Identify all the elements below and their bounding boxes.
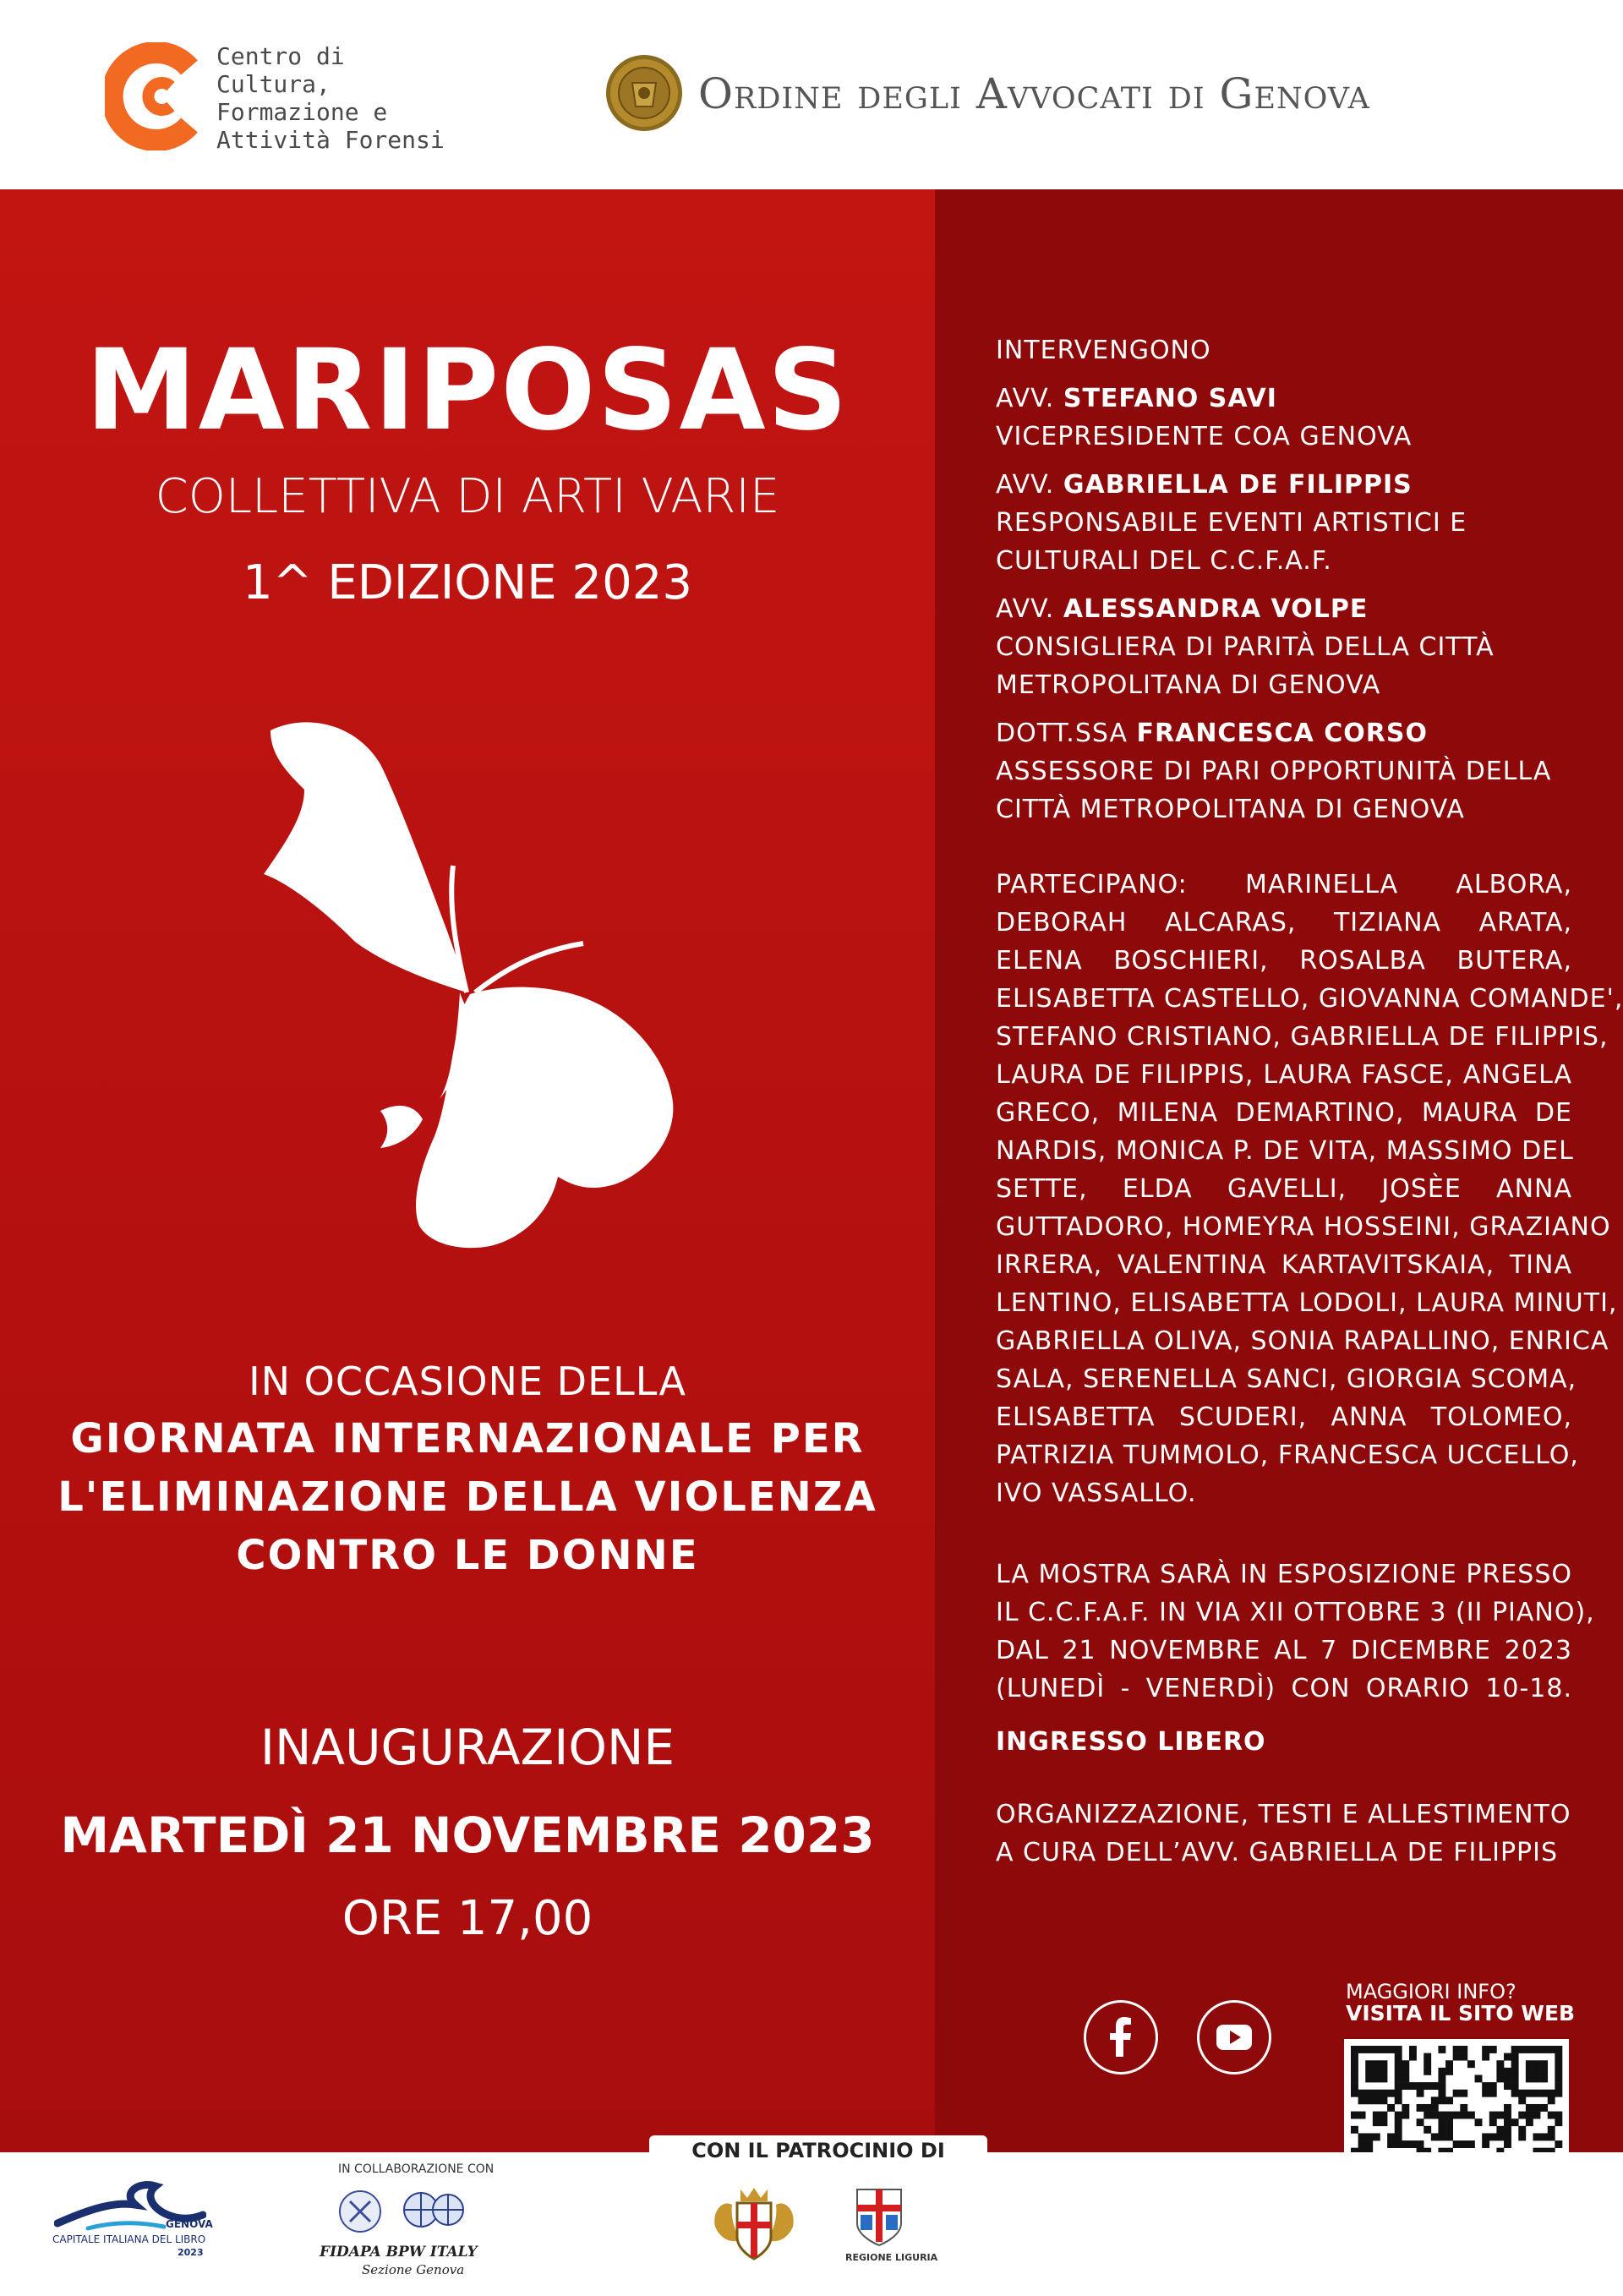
qr-module [1351, 2060, 1358, 2068]
mostra-line: (LUNEDÌ - VENERDÌ) CON ORARIO 10-18. [996, 1674, 1572, 1703]
ingresso-libero-text: INGRESSO LIBERO [996, 1727, 1266, 1757]
patrocinio-label: CON IL PATROCINIO DI [691, 2139, 945, 2162]
qr-module [1445, 2133, 1453, 2140]
qr-module [1489, 2082, 1497, 2090]
qr-module [1555, 2118, 1562, 2126]
qr-module [1504, 2140, 1511, 2148]
qr-module [1373, 2090, 1380, 2097]
qr-module [1424, 2126, 1431, 2134]
qr-module [1511, 2068, 1519, 2075]
qr-module [1438, 2075, 1445, 2082]
partecipano-line: PARTECIPANO: MARINELLA ALBORA, [996, 870, 1572, 899]
qr-module [1395, 2133, 1402, 2140]
qr-module [1395, 2126, 1402, 2134]
qr-module [1373, 2046, 1380, 2053]
qr-module [1511, 2075, 1519, 2082]
qr-module [1548, 2090, 1555, 2097]
qr-module [1526, 2060, 1533, 2068]
speaker-name: STEFANO SAVI [1063, 384, 1277, 413]
qr-module [1365, 2140, 1373, 2148]
qr-module [1358, 2140, 1366, 2148]
ccfaf-name [216, 42, 470, 154]
left-panel [0, 189, 935, 2152]
qr-module [1431, 2096, 1439, 2104]
qr-module [1395, 2082, 1402, 2090]
qr-module [1395, 2118, 1402, 2126]
qr-module [1409, 2082, 1417, 2090]
ingresso-section [996, 1723, 1572, 1761]
qr-module [1475, 2075, 1483, 2082]
qr-module [1460, 2112, 1467, 2119]
speaker-role: METROPOLITANA DI GENOVA [996, 670, 1381, 700]
qr-module [1533, 2133, 1541, 2140]
qr-module [1402, 2104, 1409, 2112]
qr-module [1438, 2118, 1445, 2126]
partecipano-line: STEFANO CRISTIANO, GABRIELLA DE FILIPPIS, [996, 1022, 1609, 1052]
organizzazione-line: ORGANIZZAZIONE, TESTI E ALLESTIMENTO [996, 1800, 1571, 1829]
speaker [996, 380, 1572, 456]
qr-module [1380, 2090, 1387, 2097]
butterfly-icon [254, 713, 769, 1255]
qr-module [1504, 2126, 1511, 2134]
qr-module [1438, 2112, 1445, 2119]
qr-module [1387, 2104, 1395, 2112]
qr-module [1358, 2046, 1366, 2053]
qr-module [1555, 2075, 1562, 2082]
qr-module [1445, 2060, 1453, 2068]
qr-module [1395, 2046, 1402, 2053]
intervengono-label: INTERVENGONO [996, 336, 1211, 365]
qr-module [1460, 2046, 1467, 2053]
qr-module [1540, 2075, 1548, 2082]
qr-module [1402, 2075, 1409, 2082]
qr-module [1395, 2140, 1402, 2148]
qr-module [1395, 2112, 1402, 2119]
qr-module [1504, 2075, 1511, 2082]
qr-module [1438, 2126, 1445, 2134]
ccfaf-name-line: Cultura, [216, 70, 331, 98]
inaugurazione-label: INAUGURAZIONE [260, 1719, 675, 1776]
speaker-role: ASSESSORE DI PARI OPPORTUNITÀ DELLA [996, 757, 1552, 786]
qr-module [1402, 2060, 1409, 2068]
qr-module [1548, 2046, 1555, 2053]
qr-module [1395, 2096, 1402, 2104]
qr-module [1504, 2133, 1511, 2140]
qr-module [1511, 2046, 1519, 2053]
qr-module [1373, 2060, 1380, 2068]
qr-module [1373, 2118, 1380, 2126]
qr-module [1489, 2118, 1497, 2126]
qr-module [1387, 2140, 1395, 2148]
partecipano-line: LENTINO, ELISABETTA LODOLI, LAURA MINUTI, [996, 1288, 1618, 1318]
qr-module [1511, 2082, 1519, 2090]
qr-module [1518, 2126, 1526, 2134]
qr-module [1526, 2046, 1533, 2053]
qr-module [1511, 2118, 1519, 2126]
qr-module [1555, 2068, 1562, 2075]
partecipano-line: SETTE, ELDA GAVELLI, JOSÈE ANNA [996, 1174, 1572, 1204]
qr-module [1395, 2090, 1402, 2097]
comune-genova-crest [707, 2184, 801, 2269]
qr-module [1424, 2060, 1431, 2068]
qr-module [1548, 2096, 1555, 2104]
qr-module [1526, 2090, 1533, 2097]
qr-module [1496, 2112, 1504, 2119]
qr-module [1417, 2090, 1424, 2097]
qr-module [1380, 2112, 1387, 2119]
qr-module [1431, 2104, 1439, 2112]
qr-module [1424, 2104, 1431, 2112]
qr-module [1518, 2090, 1526, 2097]
qr-module [1395, 2068, 1402, 2075]
qr-module [1351, 2112, 1358, 2119]
qr-module [1424, 2082, 1431, 2090]
giornata-title [51, 1410, 884, 1585]
qr-module [1533, 2075, 1541, 2082]
qr-module [1365, 2046, 1373, 2053]
qr-module [1555, 2090, 1562, 2097]
qr-module [1504, 2082, 1511, 2090]
qr-module [1417, 2140, 1424, 2148]
youtube-icon [1199, 2003, 1269, 2072]
speaker-name-line [996, 466, 1572, 504]
ordine-seal-logo [605, 54, 683, 132]
qr-module [1482, 2133, 1489, 2140]
qr-module [1395, 2075, 1402, 2082]
qr-module [1496, 2075, 1504, 2082]
fidapa-logo [336, 2184, 472, 2240]
mostra-line: DAL 21 NOVEMBRE AL 7 DICEMBRE 2023 [996, 1636, 1572, 1665]
ccfaf-name-line: Centro di [216, 42, 345, 70]
qr-module [1540, 2060, 1548, 2068]
qr-module [1424, 2112, 1431, 2119]
qr-module [1533, 2090, 1541, 2097]
partecipano-line: ELISABETTA SCUDERI, ANNA TOLOMEO, [996, 1402, 1572, 1432]
qr-module [1518, 2112, 1526, 2119]
qr-module [1365, 2068, 1373, 2075]
qr-module [1467, 2112, 1475, 2119]
qr-module [1496, 2126, 1504, 2134]
qr-module [1489, 2133, 1497, 2140]
qr-module [1526, 2104, 1533, 2112]
qr-module [1504, 2118, 1511, 2126]
event-time: ORE 17,00 [342, 1891, 593, 1946]
qr-module [1504, 2053, 1511, 2061]
qr-module [1438, 2082, 1445, 2090]
qr-module [1438, 2133, 1445, 2140]
qr-module [1409, 2046, 1417, 2053]
occasion-text: IN OCCASIONE DELLA [249, 1358, 686, 1404]
qr-module [1365, 2096, 1373, 2104]
qr-module [1533, 2046, 1541, 2053]
qr-module [1431, 2082, 1439, 2090]
qr-module [1351, 2053, 1358, 2061]
qr-module [1358, 2096, 1366, 2104]
qr-module [1358, 2133, 1366, 2140]
speakers-section [996, 331, 1572, 839]
partecipano-line: PATRIZIA TUMMOLO, FRANCESCA UCCELLO, [996, 1440, 1579, 1470]
qr-module [1504, 2112, 1511, 2119]
qr-module [1504, 2104, 1511, 2112]
qr-module [1380, 2060, 1387, 2068]
regione-liguria-crest [854, 2184, 904, 2247]
qr-module [1358, 2090, 1366, 2097]
qr-module [1555, 2112, 1562, 2119]
qr-module [1438, 2068, 1445, 2075]
organizzazione-line: A CURA DELL’AVV. GABRIELLA DE FILIPPIS [996, 1838, 1559, 1867]
partecipano-line: IVO VASSALLO. [996, 1479, 1197, 1508]
qr-module [1380, 2068, 1387, 2075]
qr-module [1445, 2096, 1453, 2104]
qr-module [1555, 2060, 1562, 2068]
qr-module [1555, 2046, 1562, 2053]
qr-module [1540, 2133, 1548, 2140]
qr-module [1351, 2082, 1358, 2090]
qr-module [1518, 2133, 1526, 2140]
mostra-line: IL C.C.F.A.F. IN VIA XII OTTOBRE 3 (II PIANO), [996, 1598, 1595, 1627]
qr-module [1373, 2096, 1380, 2104]
giornata-line: L'ELIMINAZIONE DELLA VIOLENZA [57, 1473, 877, 1521]
event-title: MARIPOSAS [85, 325, 850, 456]
mostra-line: LA MOSTRA SARÀ IN ESPOSIZIONE PRESSO [996, 1560, 1572, 1589]
qr-module [1540, 2090, 1548, 2097]
qr-module [1395, 2053, 1402, 2061]
qr-module [1496, 2060, 1504, 2068]
qr-module [1533, 2104, 1541, 2112]
ordine-title-text: Ordine degli Avvocati di Genova [698, 69, 1370, 118]
qr-module [1460, 2104, 1467, 2112]
giornata-line: CONTRO LE DONNE [236, 1532, 699, 1579]
speaker [996, 590, 1572, 704]
qr-module [1351, 2068, 1358, 2075]
event-edition: 1^ EDIZIONE 2023 [243, 555, 692, 610]
capitale-label: CAPITALE ITALIANA DEL LIBRO [52, 2233, 206, 2245]
qr-module [1373, 2068, 1380, 2075]
qr-module [1518, 2096, 1526, 2104]
qr-module [1555, 2082, 1562, 2090]
qr-module [1445, 2126, 1453, 2134]
info-question: MAGGIORI INFO? [1346, 1980, 1516, 2004]
qr-module [1387, 2046, 1395, 2053]
mostra-section [996, 1555, 1595, 1708]
event-subtitle: COLLETTIVA DI ARTI VARIE [155, 469, 780, 524]
speaker-prefix: DOTT.SSA [996, 719, 1137, 748]
speaker-role: CONSIGLIERA DI PARITÀ DELLA CITTÀ [996, 632, 1495, 662]
speaker-role: VICEPRESIDENTE COA GENOVA [996, 422, 1413, 451]
qr-module [1380, 2118, 1387, 2126]
qr-module [1438, 2046, 1445, 2053]
qr-module [1482, 2140, 1489, 2148]
ccfaf-name-line: Attività Forensi [216, 126, 445, 154]
collaborazione-label: IN COLLABORAZIONE CON [338, 2162, 495, 2176]
fidapa-label: FIDAPA BPW ITALY [320, 2244, 478, 2260]
qr-module [1409, 2140, 1417, 2148]
facebook-icon [1086, 2003, 1156, 2072]
partecipano-section [996, 866, 1623, 1512]
fidapa-sub-label: Sezione Genova [362, 2262, 465, 2277]
qr-module [1540, 2068, 1548, 2075]
qr-module [1417, 2104, 1424, 2112]
qr-module [1387, 2090, 1395, 2097]
qr-module [1373, 2112, 1380, 2119]
partecipano-line: LAURA DE FILIPPIS, LAURA FASCE, ANGELA [996, 1060, 1572, 1090]
qr-module [1555, 2053, 1562, 2061]
partecipano-line: ELENA BOSCHIERI, ROSALBA BUTERA, [996, 946, 1572, 976]
qr-module [1409, 2053, 1417, 2061]
ordine-title [698, 69, 1370, 118]
qr-module [1351, 2046, 1358, 2053]
speaker-role: CULTURALI DEL C.C.F.A.F. [996, 546, 1332, 576]
qr-module [1533, 2112, 1541, 2119]
qr-module [1482, 2082, 1489, 2090]
qr-module [1548, 2133, 1555, 2140]
qr-module [1453, 2046, 1461, 2053]
qr-module [1555, 2140, 1562, 2148]
speaker-name: FRANCESCA CORSO [1136, 719, 1428, 748]
qr-module [1460, 2140, 1467, 2148]
qr-module [1540, 2046, 1548, 2053]
info-visit-site[interactable]: VISITA IL SITO WEB [1346, 2001, 1576, 2025]
partecipano-line: GUTTADORO, HOMEYRA HOSSEINI, GRAZIANO [996, 1212, 1611, 1242]
speaker [996, 466, 1572, 580]
qr-module [1417, 2118, 1424, 2126]
organizzazione-section [996, 1796, 1572, 1872]
qr-module [1373, 2133, 1380, 2140]
speaker-name-line [996, 590, 1572, 628]
qr-module [1365, 2133, 1373, 2140]
qr-module [1540, 2104, 1548, 2112]
qr-module [1402, 2140, 1409, 2148]
qr-module [1431, 2133, 1439, 2140]
qr-module [1526, 2118, 1533, 2126]
qr-module [1438, 2096, 1445, 2104]
capitale-year: 2023 [178, 2247, 204, 2258]
qr-module [1489, 2090, 1497, 2097]
right-panel [935, 189, 1623, 2152]
qr-module [1380, 2075, 1387, 2082]
regione-liguria-label: REGIONE LIGURIA [845, 2252, 938, 2263]
qr-module [1453, 2053, 1461, 2061]
speaker-prefix: AVV. [996, 384, 1063, 413]
partecipano-line: GABRIELLA OLIVA, SONIA RAPALLINO, ENRICA [996, 1326, 1609, 1356]
qr-module [1533, 2068, 1541, 2075]
qr-module [1467, 2060, 1475, 2068]
giornata-line: GIORNATA INTERNAZIONALE PER [70, 1415, 865, 1462]
ingresso-libero [996, 1723, 1572, 1761]
qr-module [1402, 2082, 1409, 2090]
qr-module [1518, 2046, 1526, 2053]
speaker-name: ALESSANDRA VOLPE [1063, 594, 1369, 624]
qr-module [1431, 2112, 1439, 2119]
partecipano-line: GRECO, MILENA DEMARTINO, MAURA DE [996, 1098, 1572, 1128]
qr-module [1453, 2090, 1461, 2097]
ccfaf-name-line: Formazione e [216, 98, 388, 126]
speaker-name: GABRIELLA DE FILIPPIS [1063, 470, 1413, 500]
qr-module [1453, 2112, 1461, 2119]
qr-module [1387, 2133, 1395, 2140]
qr-module [1460, 2090, 1467, 2097]
qr-module [1511, 2090, 1519, 2097]
speaker-name-line [996, 714, 1572, 752]
qr-module [1548, 2112, 1555, 2119]
qr-module [1351, 2075, 1358, 2082]
qr-module [1482, 2046, 1489, 2053]
qr-module [1482, 2053, 1489, 2061]
qr-module [1445, 2112, 1453, 2119]
youtube-button[interactable] [1197, 2000, 1271, 2075]
qr-module [1467, 2140, 1475, 2148]
speaker-role: RESPONSABILE EVENTI ARTISTICI E [996, 508, 1467, 538]
qr-module [1351, 2090, 1358, 2097]
qr-module [1445, 2118, 1453, 2126]
qr-module [1482, 2090, 1489, 2097]
qr-module [1395, 2060, 1402, 2068]
qr-module [1526, 2068, 1533, 2075]
qr-module [1489, 2112, 1497, 2119]
speaker-prefix: AVV. [996, 470, 1063, 500]
footer [0, 2139, 1623, 2296]
speaker-role: CITTÀ METROPOLITANA DI GENOVA [996, 795, 1465, 824]
genova-label: GENOVA [166, 2218, 213, 2230]
qr-module [1380, 2096, 1387, 2104]
qr-module [1424, 2068, 1431, 2075]
speaker [996, 714, 1572, 828]
header [0, 0, 1623, 189]
qr-module [1496, 2068, 1504, 2075]
partecipano-line: ELISABETTA CASTELLO, GIOVANNA COMANDE', [996, 984, 1623, 1014]
qr-module [1438, 2090, 1445, 2097]
qr-module [1373, 2075, 1380, 2082]
qr-module [1511, 2060, 1519, 2068]
qr-module [1504, 2068, 1511, 2075]
qr-module [1402, 2112, 1409, 2119]
qr-module [1548, 2126, 1555, 2134]
qr-module [1526, 2075, 1533, 2082]
qr-module [1475, 2118, 1483, 2126]
qr-module [1365, 2060, 1373, 2068]
event-date: MARTEDÌ 21 NOVEMBRE 2023 [60, 1807, 875, 1864]
qr-module [1496, 2133, 1504, 2140]
qr-module [1417, 2082, 1424, 2090]
qr-module [1365, 2075, 1373, 2082]
qr-module [1351, 2126, 1358, 2134]
qr-module [1526, 2112, 1533, 2119]
qr-module [1365, 2090, 1373, 2097]
partecipano-line: NARDIS, MONICA P. DE VITA, MASSIMO DEL [996, 1136, 1574, 1166]
qr-module [1511, 2053, 1519, 2061]
qr-module [1453, 2140, 1461, 2148]
facebook-button[interactable] [1084, 2000, 1158, 2075]
speaker-name-line [996, 380, 1572, 418]
qr-module [1533, 2060, 1541, 2068]
speaker-prefix: AVV. [996, 594, 1063, 624]
partecipano-line: DEBORAH ALCARAS, TIZIANA ARATA, [996, 908, 1572, 938]
qr-module [1358, 2112, 1366, 2119]
partecipano-line: SALA, SERENELLA SANCI, GIORGIA SCOMA, [996, 1364, 1577, 1394]
qr-module [1424, 2053, 1431, 2061]
ccfaf-logo [105, 42, 199, 150]
qr-module [1460, 2053, 1467, 2061]
qr-module [1489, 2046, 1497, 2053]
qr-module [1380, 2046, 1387, 2053]
partecipano-line: IRRERA, VALENTINA KARTAVITSKAIA, TINA [996, 1250, 1572, 1280]
qr-module [1445, 2068, 1453, 2075]
qr-module [1402, 2068, 1409, 2075]
